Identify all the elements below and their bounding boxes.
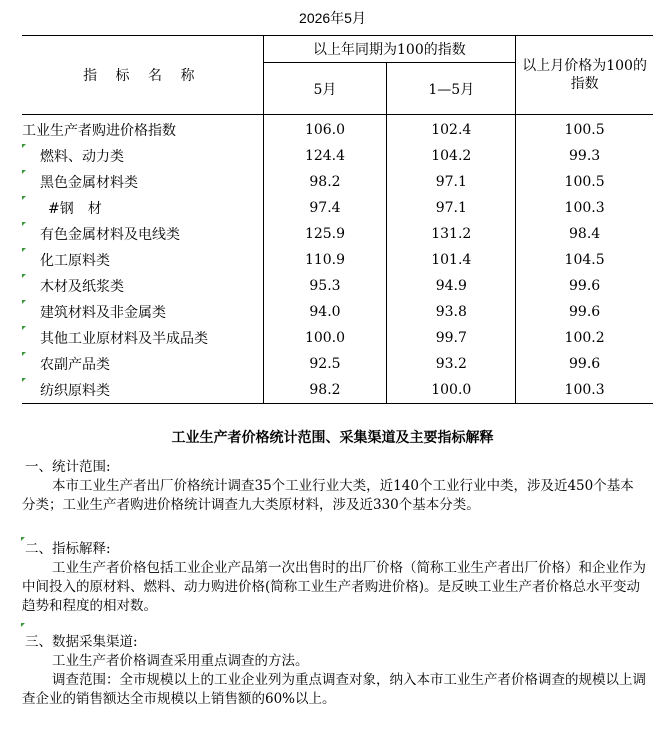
section-paragraph: 本市工业生产者出厂价格统计调查35个工业行业大类，近140个工业行业中类，涉及近450个基本分类；工业生产者购进价格统计调查九大类原材料，涉及近330个基本分类。 <box>22 478 634 513</box>
row-cum-value: 102.4 <box>387 115 516 144</box>
row-mom-value: 99.6 <box>516 351 653 377</box>
row-cum-value: 97.1 <box>387 195 516 221</box>
row-month-value: 125.9 <box>263 221 387 247</box>
table-row <box>22 351 653 377</box>
table-row <box>22 115 653 144</box>
table-row <box>22 143 653 169</box>
row-month-value: 110.9 <box>263 247 387 273</box>
row-mom-value: 100.5 <box>516 115 653 144</box>
row-month-value: 94.0 <box>263 299 387 325</box>
row-mom-value: 98.4 <box>516 221 653 247</box>
row-name: 木材及纸浆类 <box>40 279 124 295</box>
cell-marker-icon <box>22 222 26 226</box>
section-paragraph: 工业生产者价格包括工业企业产品第一次出售时的出厂价格（简称工业生产者出厂价格）和企业作为中间投入的原材料、燃料、动力购进价格(简称工业生产者购进价格)。是反映工业生产者价格总水平变动趋势和程度的相对数。 <box>22 560 646 614</box>
cell-marker-icon <box>21 623 25 627</box>
cell-marker-icon <box>22 196 26 200</box>
section-collection <box>22 633 647 709</box>
row-cum-value: 93.8 <box>387 299 516 325</box>
row-month-value: 124.4 <box>263 143 387 169</box>
table-row <box>22 273 653 299</box>
row-cum-value: 131.2 <box>387 221 516 247</box>
row-name: 黑色金属材料类 <box>40 175 138 191</box>
table-row <box>22 299 653 325</box>
section-heading: 三、数据采集渠道: <box>25 634 138 650</box>
row-mom-value: 99.3 <box>516 143 653 169</box>
row-mom-value: 100.5 <box>516 169 653 195</box>
header-month: 5月 <box>263 63 387 115</box>
row-month-value: 97.4 <box>263 195 387 221</box>
table-row <box>22 247 653 273</box>
row-month-value: 92.5 <box>263 351 387 377</box>
row-name: 其他工业原材料及半成品类 <box>40 331 208 347</box>
row-mom-value: 100.3 <box>516 195 653 221</box>
header-cumulative: 1—5月 <box>387 63 516 115</box>
header-mom-index: 以上月价格为100的指数 <box>516 36 653 115</box>
section-paragraph: 工业生产者价格调查采用重点调查的方法。 <box>52 653 309 669</box>
row-mom-value: 100.3 <box>516 377 653 404</box>
cell-marker-icon <box>22 274 26 278</box>
cell-marker-icon <box>22 170 26 174</box>
header-indicator-name: 指 标 名 称 <box>22 36 263 115</box>
row-name: 纺织原料类 <box>40 383 110 399</box>
row-name: 建筑材料及非金属类 <box>40 305 166 321</box>
row-month-value: 100.0 <box>263 325 387 351</box>
cell-marker-icon <box>22 248 26 252</box>
row-name: 工业生产者购进价格指数 <box>22 123 176 139</box>
table-row <box>22 169 653 195</box>
row-cum-value: 93.2 <box>387 351 516 377</box>
row-mom-value: 104.5 <box>516 247 653 273</box>
header-yoy-index: 以上年同期为100的指数 <box>263 36 516 63</box>
section-heading: 二、指标解释: <box>25 541 111 557</box>
table-row <box>22 221 653 247</box>
row-mom-value: 99.6 <box>516 273 653 299</box>
cell-marker-icon <box>22 352 26 356</box>
row-name: 农副产品类 <box>40 357 110 373</box>
price-index-table <box>22 35 653 404</box>
row-cum-value: 97.1 <box>387 169 516 195</box>
row-mom-value: 99.6 <box>516 299 653 325</box>
row-mom-value: 100.2 <box>516 325 653 351</box>
cell-marker-icon <box>22 144 26 148</box>
table-row <box>22 377 653 404</box>
cell-marker-icon <box>22 378 26 382</box>
cell-marker-icon <box>21 537 25 541</box>
table-row <box>22 325 653 351</box>
row-cum-value: 101.4 <box>387 247 516 273</box>
row-cum-value: 99.7 <box>387 325 516 351</box>
section-paragraph: 调查范围：全市规模以上的工业企业列为重点调查对象，纳入本市工业生产者价格调查的规模以上调查企业的销售额达全市规模以上销售额的60%以上。 <box>22 672 646 707</box>
row-month-value: 98.2 <box>263 169 387 195</box>
cell-marker-icon <box>22 326 26 330</box>
cell-marker-icon <box>22 300 26 304</box>
row-name: 化工原料类 <box>40 253 110 269</box>
row-name: 燃料、动力类 <box>40 149 124 165</box>
row-month-value: 98.2 <box>263 377 387 404</box>
row-name: 有色金属材料及电线类 <box>40 227 180 243</box>
section-scope <box>22 458 647 515</box>
row-cum-value: 104.2 <box>387 143 516 169</box>
notes-title: 工业生产者价格统计范围、采集渠道及主要指标解释 <box>171 430 494 446</box>
report-date: 2026年5月 <box>299 10 366 26</box>
row-month-value: 106.0 <box>263 115 387 144</box>
row-name: #钢 材 <box>48 201 102 217</box>
section-heading: 一、统计范围: <box>25 459 111 475</box>
section-definitions <box>22 540 647 616</box>
row-cum-value: 94.9 <box>387 273 516 299</box>
table-row <box>22 195 653 221</box>
row-cum-value: 100.0 <box>387 377 516 404</box>
row-month-value: 95.3 <box>263 273 387 299</box>
